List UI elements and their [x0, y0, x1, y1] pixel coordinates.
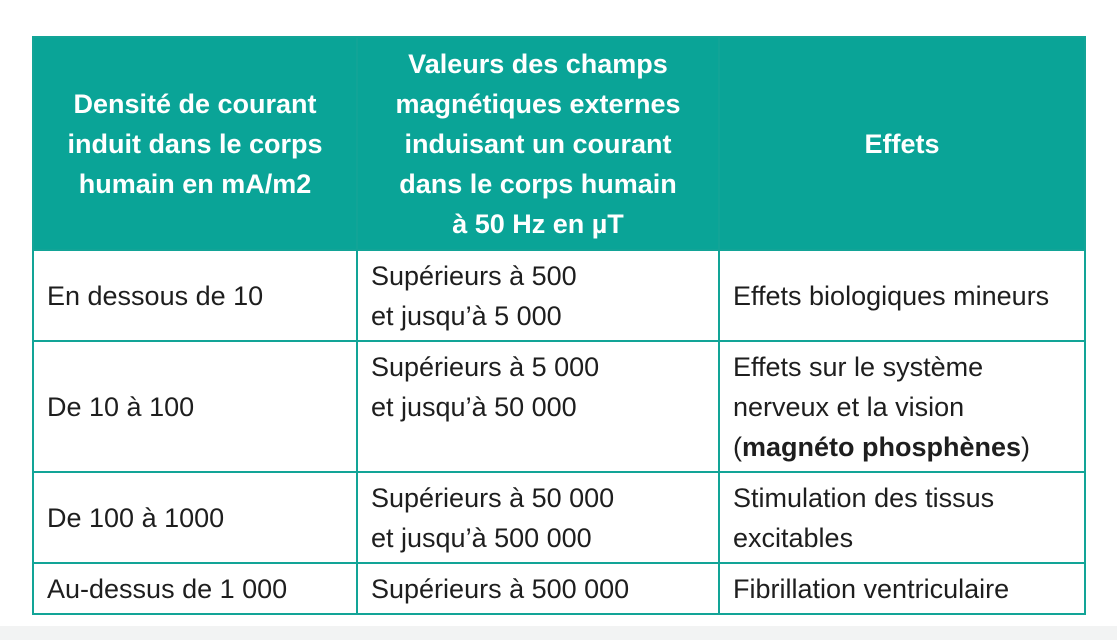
cell-effect	[719, 563, 1085, 614]
cell-text: et jusqu’à 50 000	[371, 392, 577, 422]
header-line: humain en mA/m2	[78, 168, 312, 199]
cell-density	[33, 250, 357, 341]
header-current-density	[33, 37, 357, 250]
cell-text: Effets biologiques mineurs	[733, 280, 1050, 311]
cell-text-note	[733, 427, 1072, 467]
header-line: à 50 Hz en µT	[452, 208, 624, 239]
cell-text: Supérieurs à 5 000	[371, 352, 600, 382]
cell-text: excitables	[733, 522, 854, 553]
header-line: Densité de courant	[73, 88, 317, 119]
header-effects	[719, 37, 1085, 250]
page-bottom-strip	[0, 626, 1117, 640]
cell-text: Au-dessus de 1 000	[47, 573, 288, 604]
table-row	[33, 472, 1085, 563]
cell-text: En dessous de 10	[47, 280, 264, 311]
cell-field	[357, 341, 719, 472]
cell-text: Supérieurs à 500	[371, 260, 577, 291]
header-line: induit dans le corps	[67, 128, 323, 159]
cell-effect	[719, 250, 1085, 341]
header-line: dans le corps humain	[399, 168, 677, 199]
table-row	[33, 563, 1085, 614]
header-line: magnétiques externes	[395, 88, 681, 119]
cell-density	[33, 563, 357, 614]
cell-text: et jusqu’à 5 000	[371, 300, 562, 331]
cell-text: Supérieurs à 500 000	[371, 573, 630, 604]
paren-open: (	[733, 431, 742, 462]
table-row	[33, 250, 1085, 341]
cell-text: Stimulation des tissus	[733, 482, 995, 513]
cell-text: nerveux et la vision	[733, 391, 965, 422]
effects-table	[32, 36, 1086, 615]
cell-text: Supérieurs à 50 000	[371, 482, 615, 513]
cell-effect	[719, 472, 1085, 563]
bold-term: magnéto phosphènes	[742, 431, 1022, 462]
cell-text: Effets sur le système	[733, 351, 984, 382]
cell-field	[357, 250, 719, 341]
paren-close: )	[1021, 431, 1031, 462]
header-line: Effets	[864, 128, 940, 159]
cell-text: De 10 à 100	[47, 391, 195, 422]
cell-density	[33, 341, 357, 472]
cell-text: et jusqu’à 500 000	[371, 522, 592, 553]
cell-field	[357, 472, 719, 563]
cell-text: Fibrillation ventriculaire	[733, 573, 1010, 604]
header-magnetic-field-values	[357, 37, 719, 250]
cell-density	[33, 472, 357, 563]
table-header-row	[33, 37, 1085, 250]
cell-text: De 100 à 1000	[47, 502, 225, 533]
cell-field	[357, 563, 719, 614]
cell-effect	[719, 341, 1085, 472]
table-row	[33, 341, 1085, 472]
header-line: induisant un courant	[404, 128, 672, 159]
header-line: Valeurs des champs	[408, 48, 668, 79]
